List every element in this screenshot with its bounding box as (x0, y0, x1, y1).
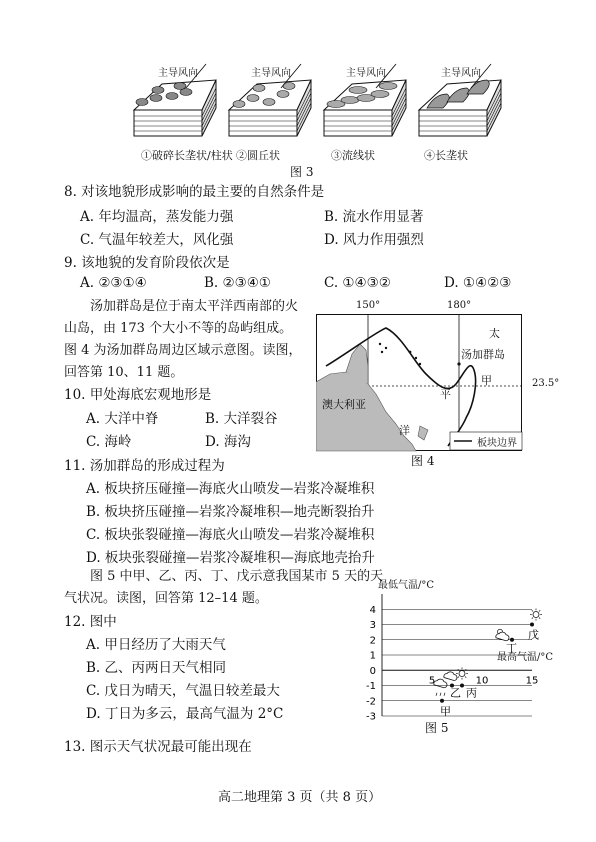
y-tick-label: 3 (369, 620, 376, 631)
wind-label-1: 主导风向 (158, 68, 198, 79)
q12-stem: 12. 图中 (64, 614, 117, 630)
point-label: 戊 (528, 628, 539, 642)
wind-label-2: 主导风向 (251, 68, 291, 79)
map-label-yang: 洋 (399, 424, 410, 437)
q10-option-a[interactable]: A. 大洋中脊 (86, 411, 159, 427)
partly-cloudy-icon (496, 629, 509, 641)
panel-caption-3: ③流线状 (331, 149, 375, 162)
rain-icon (434, 679, 447, 696)
q8-option-b[interactable]: B. 流水作用显著 (324, 209, 424, 225)
q12-option-a[interactable]: A. 甲日经历了大雨天气 (86, 637, 226, 653)
point-label: 丙 (466, 686, 477, 700)
q10-option-b[interactable]: B. 大洋裂谷 (205, 411, 278, 427)
wind-label-3: 主导风向 (346, 68, 386, 79)
y-tick-label: 2 (369, 635, 376, 647)
q8-option-d[interactable]: D. 风力作用强烈 (324, 232, 424, 248)
panel-caption-2: ②圆丘状 (236, 149, 280, 162)
lon-label-180: 180° (447, 300, 472, 311)
page-footer: 高二地理第 3 页（共 8 页） (218, 790, 382, 805)
y-tick-label: -1 (366, 681, 376, 692)
passage-weather: 图 5 中甲、乙、丙、丁、戊示意我国某市 5 天的天气状况。读图，回答第 12–14 题。 (64, 569, 384, 606)
figure-4-title: 图 4 (411, 454, 435, 468)
q10-option-d[interactable]: D. 海沟 (205, 434, 251, 450)
q8-option-a[interactable]: A. 年均温高，蒸发能力强 (80, 209, 234, 225)
q11-option-c[interactable]: C. 板块张裂碰撞—海底火山喷发—岩浆冷凝堆积 (86, 527, 375, 543)
sun-icon (456, 668, 468, 680)
q9-option-a[interactable]: A. ②③①④ (80, 275, 147, 291)
point-label: 丁 (506, 641, 517, 655)
y-tick-label: 0 (369, 665, 376, 677)
data-point (530, 623, 534, 627)
q12-option-d[interactable]: D. 丁日为多云，最高气温为 2°C (86, 706, 284, 722)
q11-option-d[interactable]: D. 板块张裂碰撞—岩浆冷凝堆积—海底地壳抬升 (86, 550, 375, 566)
figure-3-title: 图 3 (290, 165, 314, 179)
data-point (440, 699, 444, 703)
chart-ylabel: 最低气温/°C (378, 580, 435, 591)
x-tick-label: 5 (428, 675, 436, 687)
y-tick-label: 4 (369, 604, 376, 616)
q9-option-b[interactable]: B. ②③④① (204, 275, 271, 291)
q11-stem: 11. 汤加群岛的形成过程为 (64, 458, 225, 474)
q9-option-c[interactable]: C. ①④③② (324, 275, 391, 291)
q9-option-d[interactable]: D. ①④②③ (444, 275, 512, 291)
q10-option-c[interactable]: C. 海岭 (86, 434, 132, 450)
figure-5-title: 图 5 (425, 721, 449, 735)
q12-option-b[interactable]: B. 乙、丙两日天气相同 (86, 660, 227, 676)
wind-label-4: 主导风向 (441, 68, 481, 79)
map-label-ping: 平 (440, 388, 451, 401)
data-point (460, 684, 464, 688)
map-label-tonga: 汤加群岛 (461, 348, 505, 361)
point-label: 甲 (440, 704, 451, 718)
q12-option-c[interactable]: C. 戊日为晴天，气温日较差最大 (86, 683, 280, 699)
passage-tonga: 汤加群岛是位于南太平洋西南部的火山岛，由 173 个大小不等的岛屿组成。图 4 为汤加群岛周边区域示意图。读图，回答第 10、11 题。 (64, 299, 302, 380)
map-legend-text: 板块边界 (477, 438, 517, 449)
map-label-tai: 太 (489, 327, 500, 340)
q11-option-a[interactable]: A. 板块挤压碰撞—海底火山喷发—岩浆冷凝堆积 (86, 481, 375, 497)
q8-stem: 8. 对该地貌形成影响的最主要的自然条件是 (64, 184, 325, 200)
y-tick-label: -3 (366, 711, 376, 720)
sun-icon (530, 609, 542, 621)
q10-stem: 10. 甲处海底宏观地形是 (64, 387, 212, 403)
x-tick-label: 10 (475, 675, 489, 687)
point-label: 乙 (450, 686, 461, 700)
q13-stem: 13. 图示天气状况最可能出现在 (64, 739, 252, 755)
map-label-jia: 甲 (481, 374, 492, 387)
map-label-australia: 澳大利亚 (322, 398, 366, 411)
y-tick-label: -2 (366, 696, 376, 708)
q8-option-c[interactable]: C. 气温年较差大，风化强 (80, 232, 234, 248)
panel-caption-1: ①破碎长垄状/柱状 (141, 149, 233, 162)
lon-label-150: 150° (356, 300, 381, 311)
q11-option-b[interactable]: B. 板块挤压碰撞—岩浆冷凝堆积—地壳断裂抬升 (86, 504, 375, 520)
y-tick-label: 1 (369, 650, 376, 662)
panel-caption-4: ④长垄状 (424, 149, 468, 162)
chart-xlabel: 最高气温/°C (497, 652, 554, 663)
q9-stem: 9. 该地貌的发育阶段依次是 (64, 255, 230, 271)
x-tick-label: 15 (525, 675, 539, 687)
lat-label-23-5: 23.5° (532, 378, 560, 389)
cloud-icon (444, 672, 457, 681)
